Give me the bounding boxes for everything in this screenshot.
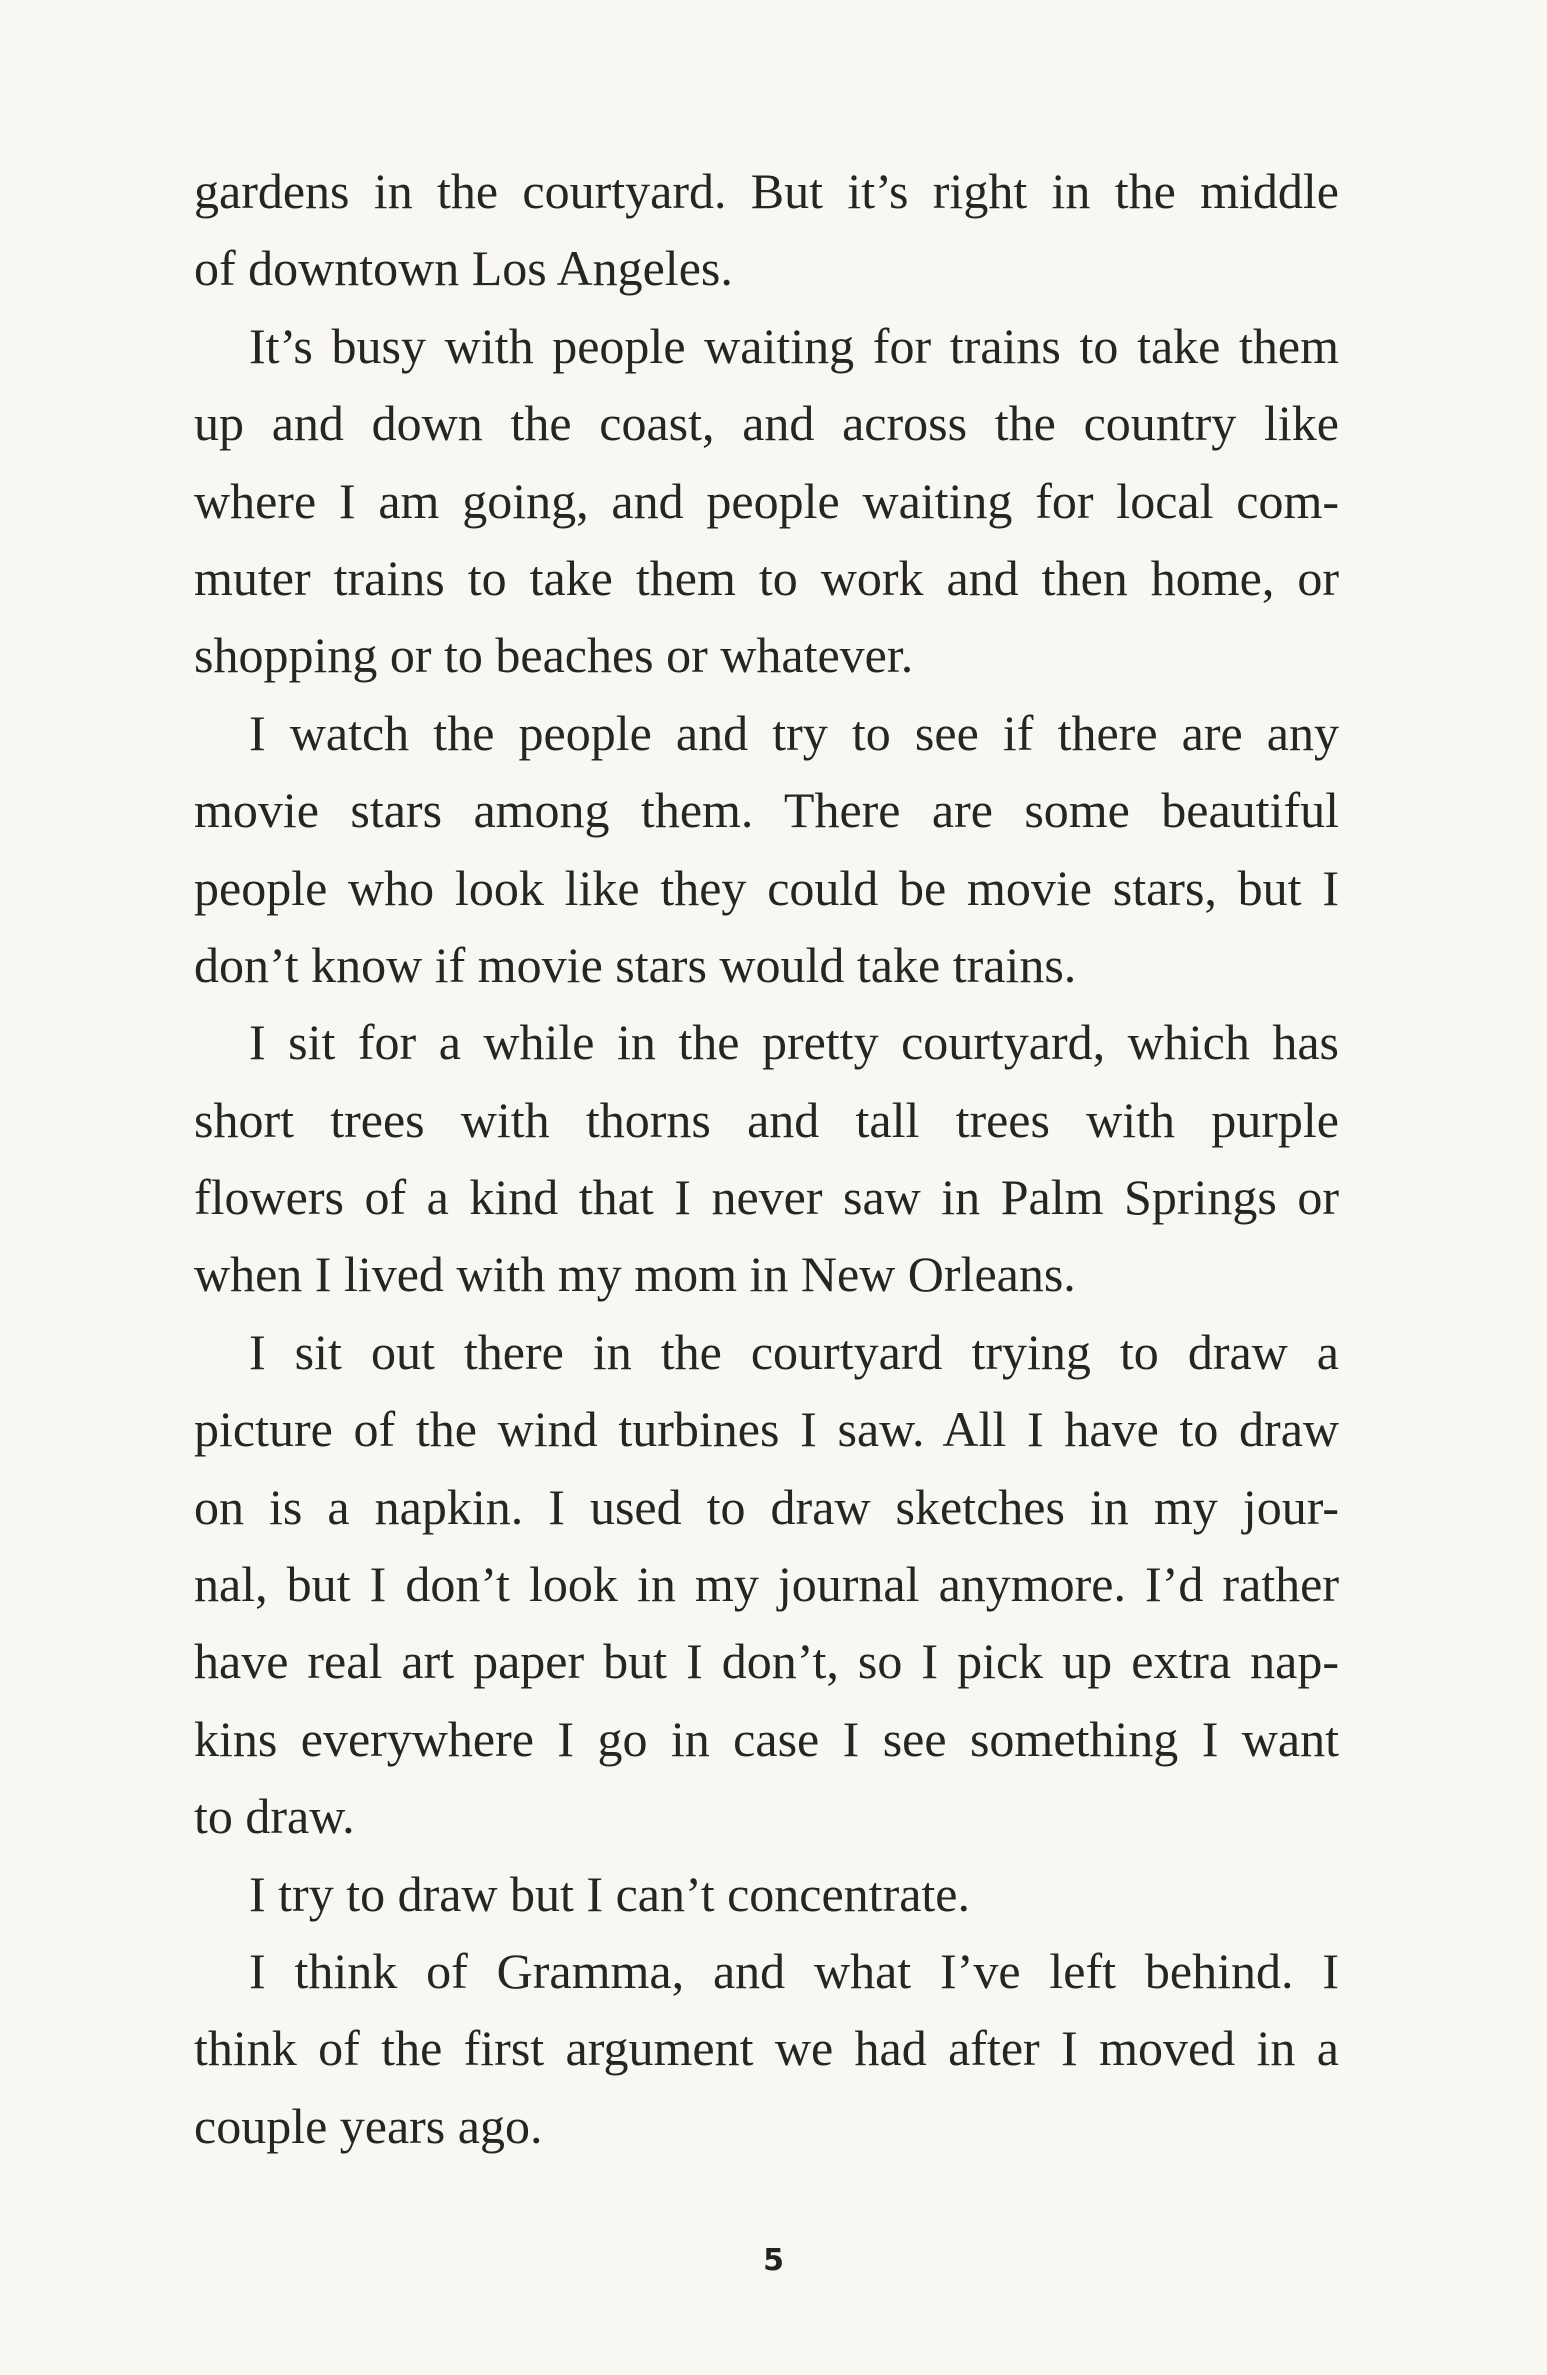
text-line: people who look like they could be movie stars, but I [194, 859, 1339, 916]
text-line: nal, but I don’t look in my journal anymore. I’d rather [194, 1556, 1339, 1613]
text-line: have real art paper but I don’t, so I pick up extra nap- [194, 1633, 1339, 1690]
paragraph [194, 1004, 1339, 1314]
text-line: I watch the people and try to see if there are any [249, 704, 1339, 761]
text-line: I think of Gramma, and what I’ve left behind. I [249, 1942, 1339, 1999]
paragraph [194, 153, 1339, 308]
text-line: flowers of a kind that I never saw in Palm Springs or [194, 1169, 1339, 1226]
text-line: short trees with thorns and tall trees with purple [194, 1091, 1339, 1148]
text-line: picture of the wind turbines I saw. All I have to draw [194, 1401, 1339, 1458]
text-line: couple years ago. [194, 2097, 543, 2154]
text-line: of downtown Los Angeles. [194, 240, 733, 297]
text-line: don’t know if movie stars would take trains. [194, 936, 1077, 993]
paragraph [194, 308, 1339, 695]
text-line: I sit out there in the courtyard trying to draw a [249, 1323, 1339, 1380]
text-line: on is a napkin. I used to draw sketches in my jour- [194, 1478, 1339, 1535]
text-line: I try to draw but I can’t concentrate. [249, 1865, 970, 1922]
text-line: It’s busy with people waiting for trains to take them [249, 317, 1339, 374]
paragraph [194, 695, 1339, 1005]
paragraph [194, 1856, 1339, 1933]
text-line: where I am going, and people waiting for local com- [194, 472, 1339, 529]
text-line: to draw. [194, 1788, 355, 1845]
text-line: think of the first argument we had after I moved in a [194, 2020, 1339, 2077]
text-line: gardens in the courtyard. But it’s right in the middle [194, 163, 1339, 219]
text-line: up and down the coast, and across the country like [194, 395, 1339, 452]
text-line: I sit for a while in the pretty courtyard, which has [249, 1014, 1339, 1071]
text-line: movie stars among them. There are some beautiful [194, 782, 1339, 839]
text-body [194, 153, 1339, 2165]
paragraph [194, 1314, 1339, 1856]
text-line: muter trains to take them to work and then home, or [194, 549, 1339, 606]
text-line: when I lived with my mom in New Orleans. [194, 1246, 1076, 1303]
page-number: 5 [763, 2243, 784, 2278]
text-line: shopping or to beaches or whatever. [194, 627, 914, 684]
text-line: kins everywhere I go in case I see something I want [194, 1710, 1339, 1767]
paragraph [194, 1933, 1339, 2165]
